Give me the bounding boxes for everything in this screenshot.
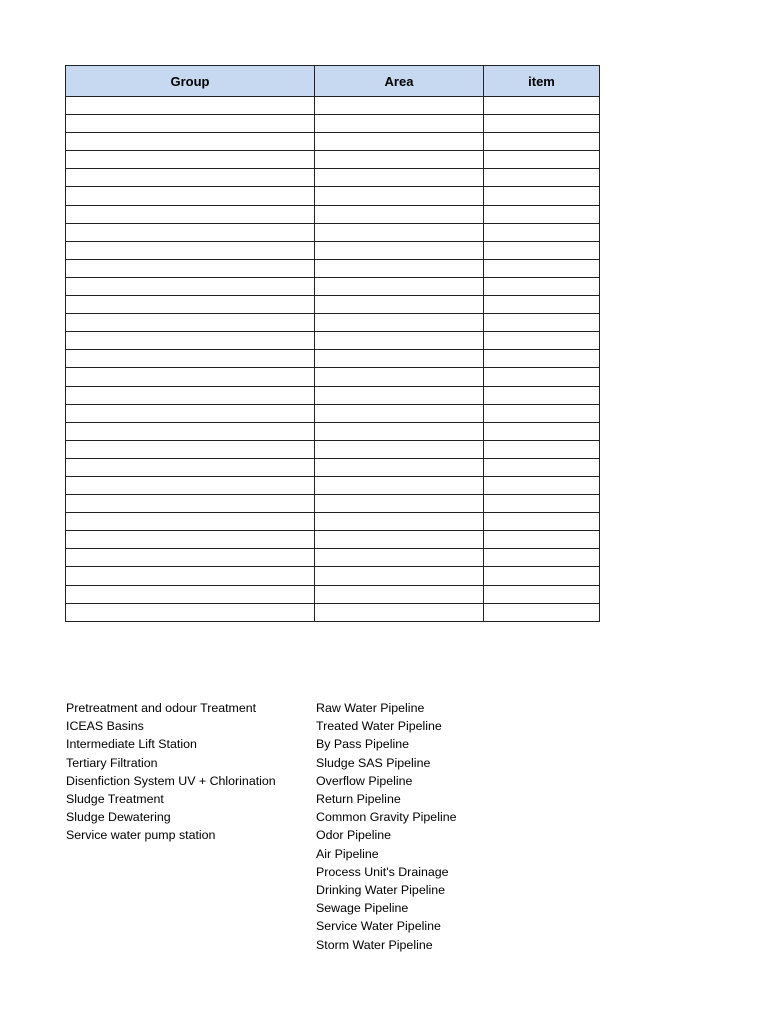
item-cell[interactable] <box>484 567 600 585</box>
item-cell[interactable] <box>484 223 600 241</box>
area-list-item: Storm Water Pipeline <box>316 937 433 952</box>
data-table <box>65 65 600 622</box>
area-cell[interactable] <box>315 205 484 223</box>
table-row <box>66 296 600 314</box>
area-cell[interactable] <box>315 223 484 241</box>
group-cell[interactable] <box>66 241 315 259</box>
area-cell[interactable] <box>315 476 484 494</box>
area-list-item: By Pass Pipeline <box>316 737 409 752</box>
group-cell[interactable] <box>66 476 315 494</box>
area-list-item: Odor Pipeline <box>316 828 392 843</box>
group-list-item: Service water pump station <box>66 828 216 843</box>
table-row <box>66 531 600 549</box>
area-list-item: Overflow Pipeline <box>316 773 413 788</box>
area-cell[interactable] <box>315 440 484 458</box>
table-row <box>66 115 600 133</box>
group-cell[interactable] <box>66 350 315 368</box>
area-cell[interactable] <box>315 241 484 259</box>
item-cell[interactable] <box>484 386 600 404</box>
area-list-item: Sewage Pipeline <box>316 901 409 916</box>
area-list-item: Treated Water Pipeline <box>316 719 442 734</box>
item-cell[interactable] <box>484 603 600 621</box>
group-cell[interactable] <box>66 495 315 513</box>
item-cell[interactable] <box>484 495 600 513</box>
area-cell[interactable] <box>315 458 484 476</box>
item-cell[interactable] <box>484 241 600 259</box>
table-header-row <box>66 66 600 97</box>
table-row <box>66 476 600 494</box>
group-cell[interactable] <box>66 531 315 549</box>
item-cell[interactable] <box>484 314 600 332</box>
area-cell[interactable] <box>315 603 484 621</box>
area-cell[interactable] <box>315 277 484 295</box>
area-cell[interactable] <box>315 386 484 404</box>
item-cell[interactable] <box>484 169 600 187</box>
group-cell[interactable] <box>66 277 315 295</box>
table-row <box>66 495 600 513</box>
group-cell[interactable] <box>66 97 315 115</box>
table-row <box>66 205 600 223</box>
table-row <box>66 187 600 205</box>
item-cell[interactable] <box>484 133 600 151</box>
group-cell[interactable] <box>66 585 315 603</box>
table-row <box>66 567 600 585</box>
item-cell[interactable] <box>484 187 600 205</box>
item-cell[interactable] <box>484 404 600 422</box>
table-row <box>66 549 600 567</box>
table-row <box>66 603 600 621</box>
area-cell[interactable] <box>315 531 484 549</box>
group-cell[interactable] <box>66 133 315 151</box>
group-cell[interactable] <box>66 296 315 314</box>
header-item: item <box>484 66 600 97</box>
table-row <box>66 223 600 241</box>
item-cell[interactable] <box>484 531 600 549</box>
area-list-item: Common Gravity Pipeline <box>316 810 457 825</box>
area-cell[interactable] <box>315 549 484 567</box>
area-cell[interactable] <box>315 169 484 187</box>
group-cell[interactable] <box>66 422 315 440</box>
item-cell[interactable] <box>484 458 600 476</box>
area-cell[interactable] <box>315 151 484 169</box>
area-cell[interactable] <box>315 314 484 332</box>
group-list-item: Tertiary Filtration <box>66 755 158 770</box>
group-cell[interactable] <box>66 567 315 585</box>
area-cell[interactable] <box>315 296 484 314</box>
area-list <box>316 699 456 954</box>
group-cell[interactable] <box>66 513 315 531</box>
area-cell[interactable] <box>315 259 484 277</box>
table-body <box>66 97 600 622</box>
item-cell[interactable] <box>484 277 600 295</box>
group-list-item: Sludge Treatment <box>66 792 164 807</box>
item-cell[interactable] <box>484 205 600 223</box>
table-row <box>66 386 600 404</box>
item-cell[interactable] <box>484 259 600 277</box>
area-list-item: Raw Water Pipeline <box>316 701 425 715</box>
table-row <box>66 277 600 295</box>
table-row <box>66 458 600 476</box>
area-list-item: Drinking Water Pipeline <box>316 883 446 898</box>
group-cell[interactable] <box>66 404 315 422</box>
item-cell[interactable] <box>484 97 600 115</box>
table-row <box>66 259 600 277</box>
group-list-item: Sludge Dewatering <box>66 810 171 825</box>
group-cell[interactable] <box>66 368 315 386</box>
group-cell[interactable] <box>66 314 315 332</box>
table-row <box>66 440 600 458</box>
area-cell[interactable] <box>315 495 484 513</box>
area-cell[interactable] <box>315 332 484 350</box>
table-row <box>66 585 600 603</box>
area-list-item: Sludge SAS Pipeline <box>316 755 431 770</box>
area-cell[interactable] <box>315 187 484 205</box>
group-cell[interactable] <box>66 205 315 223</box>
table-row <box>66 422 600 440</box>
item-cell[interactable] <box>484 440 600 458</box>
area-cell[interactable] <box>315 404 484 422</box>
group-cell[interactable] <box>66 223 315 241</box>
area-cell[interactable] <box>315 115 484 133</box>
item-cell[interactable] <box>484 332 600 350</box>
table-row <box>66 350 600 368</box>
area-list-item: Process Unit's Drainage <box>316 864 449 879</box>
table-row <box>66 332 600 350</box>
item-cell[interactable] <box>484 296 600 314</box>
table-row <box>66 404 600 422</box>
area-cell[interactable] <box>315 97 484 115</box>
table-row <box>66 97 600 115</box>
area-cell[interactable] <box>315 133 484 151</box>
item-cell[interactable] <box>484 513 600 531</box>
area-list-item: Return Pipeline <box>316 792 401 807</box>
group-list <box>66 699 276 845</box>
table-row <box>66 368 600 386</box>
group-cell[interactable] <box>66 603 315 621</box>
group-cell[interactable] <box>66 151 315 169</box>
area-cell[interactable] <box>315 585 484 603</box>
header-area: Area <box>315 66 484 97</box>
item-cell[interactable] <box>484 476 600 494</box>
area-cell[interactable] <box>315 350 484 368</box>
table-row <box>66 151 600 169</box>
group-cell[interactable] <box>66 259 315 277</box>
area-cell[interactable] <box>315 513 484 531</box>
group-cell[interactable] <box>66 332 315 350</box>
group-cell[interactable] <box>66 549 315 567</box>
item-cell[interactable] <box>484 151 600 169</box>
table-row <box>66 314 600 332</box>
item-cell[interactable] <box>484 350 600 368</box>
group-cell[interactable] <box>66 115 315 133</box>
item-cell[interactable] <box>484 549 600 567</box>
area-list-item: Air Pipeline <box>316 846 379 861</box>
table-row <box>66 133 600 151</box>
group-cell[interactable] <box>66 440 315 458</box>
group-list-item: ICEAS Basins <box>66 719 144 734</box>
area-cell[interactable] <box>315 567 484 585</box>
group-list-item: Intermediate Lift Station <box>66 737 197 752</box>
group-cell[interactable] <box>66 169 315 187</box>
area-cell[interactable] <box>315 422 484 440</box>
group-cell[interactable] <box>66 386 315 404</box>
item-cell[interactable] <box>484 422 600 440</box>
table-row <box>66 513 600 531</box>
item-cell[interactable] <box>484 115 600 133</box>
group-cell[interactable] <box>66 187 315 205</box>
item-cell[interactable] <box>484 585 600 603</box>
group-list-item: Disenfiction System UV + Chlorination <box>66 773 276 788</box>
item-cell[interactable] <box>484 368 600 386</box>
area-list-item: Service Water Pipeline <box>316 919 441 934</box>
header-group: Group <box>66 66 315 97</box>
area-cell[interactable] <box>315 368 484 386</box>
table-row <box>66 169 600 187</box>
table-row <box>66 241 600 259</box>
group-cell[interactable] <box>66 458 315 476</box>
group-list-item: Pretreatment and odour Treatment <box>66 701 257 715</box>
